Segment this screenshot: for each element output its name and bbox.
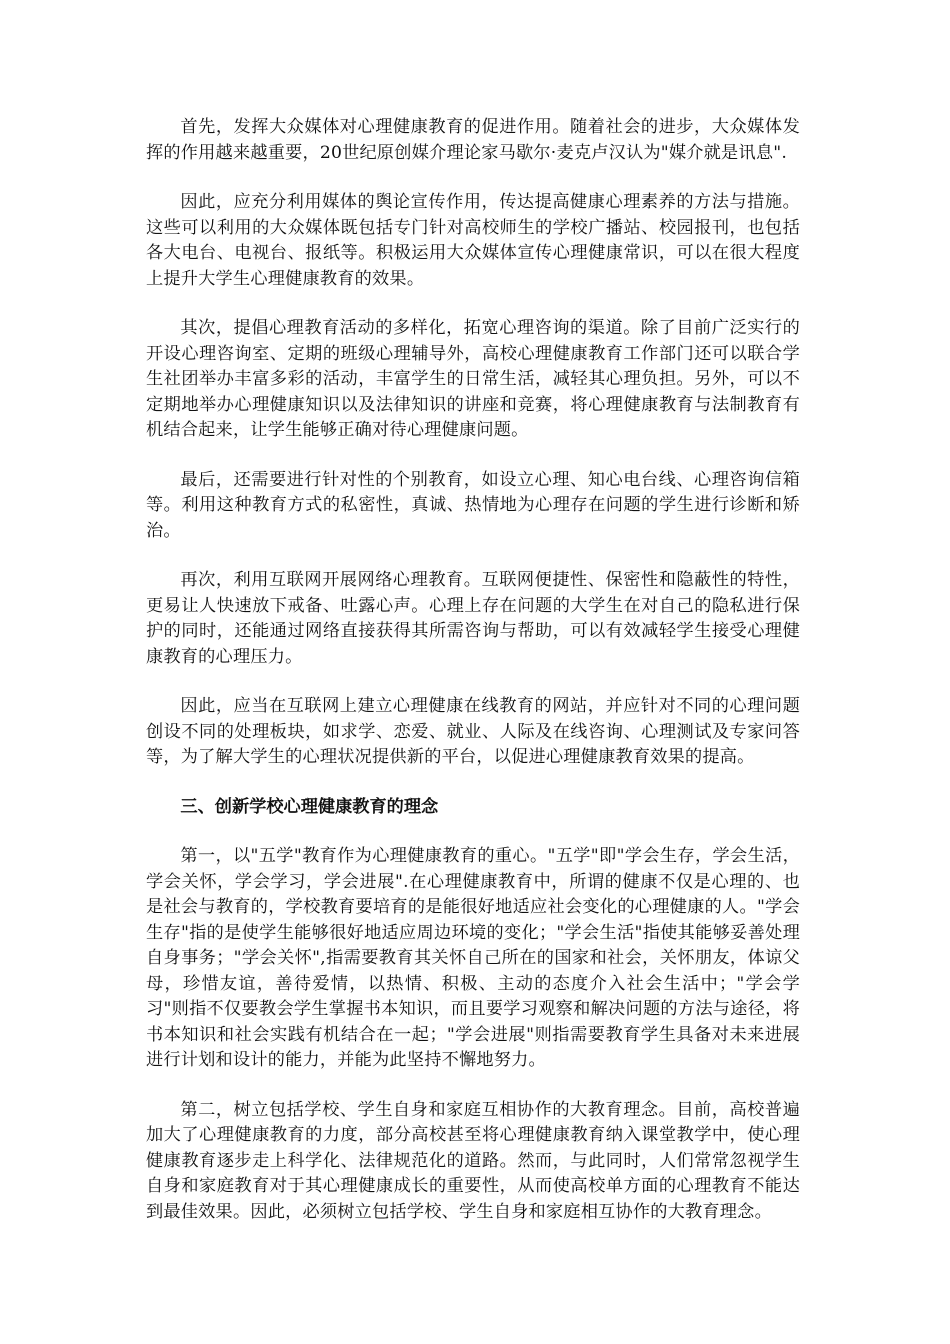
paragraph: 首先，发挥大众媒体对心理健康教育的促进作用。随着社会的进步，大众媒体发挥的作用越来越重要，20世纪原创媒介理论家马歇尔·麦克卢汉认为"媒介就是讯息". (146, 117, 800, 163)
paragraph: 第二，树立包括学校、学生自身和家庭互相协作的大教育理念。目前，高校普遍加大了心理健康教育的力度，部分高校甚至将心理健康教育纳入课堂教学中，使心理健康教育逐步走上科学化、法律规范化的道路。然而，与此同时，人们常常忽视学生自身和家庭教育对于其心理健康成长的重要性，从而使高校单方面的心理教育不能达到最佳效果。因此，必须树立包括学校、学生自身和家庭相互协作的大教育理念。 (146, 1099, 800, 1222)
paragraph: 再次，利用互联网开展网络心理教育。互联网便捷性、保密性和隐蔽性的特性，更易让人快速放下戒备、吐露心声。心理上存在问题的大学生在对自己的隐私进行保护的同时，还能通过网络直接获得其所需咨询与帮助，可以有效减轻学生接受心理健康教育的心理压力。 (146, 570, 800, 667)
document-page (146, 115, 800, 1249)
paragraph: 其次，提倡心理教育活动的多样化，拓宽心理咨询的渠道。除了目前广泛实行的开设心理咨询室、定期的班级心理辅导外，高校心理健康教育工作部门还可以联合学生社团举办丰富多彩的活动，丰富学生的日常生活，减轻其心理负担。另外，可以不定期地举办心理健康知识以及法律知识的讲座和竞赛，将心理健康教育与法制教育有机结合起来，让学生能够正确对待心理健康问题。 (146, 318, 800, 440)
paragraph: 因此，应当在互联网上建立心理健康在线教育的网站，并应针对不同的心理问题创设不同的处理板块，如求学、恋爱、就业、人际及在线咨询、心理测试及专家问答等，为了解大学生的心理状况提供新的平台，以促进心理健康教育效果的提高。 (146, 696, 800, 767)
section-heading: 三、创新学校心理健康教育的理念 (180, 796, 439, 817)
paragraph: 因此，应充分利用媒体的舆论宣传作用，传达提高健康心理素养的方法与措施。这些可以利用的大众媒体既包括专门针对高校师生的学校广播站、校园报刊，也包括各大电台、电视台、报纸等。积极运用大众媒体宣传心理健康常识，可以在很大程度上提升大学生心理健康教育的效果。 (146, 192, 800, 289)
paragraph: 最后，还需要进行针对性的个别教育，如设立心理、知心电台线、心理咨询信箱等。利用这种教育方式的私密性，真诚、热情地为心理存在问题的学生进行诊断和矫治。 (146, 469, 800, 541)
paragraph: 第一，以"五学"教育作为心理健康教育的重心。"五学"即"学会生存，学会生活，学会关怀，学会学习，学会进展".在心理健康教育中，所谓的健康不仅是心理的、也是社会与教育的，学校教育要培育的是能很好地适应社会变化的心理健康的人。"学会生存"指的是使学生能够很好地适应周边环境的变化；"学会生活"指使其能够妥善处理自身事务；"学会关怀",指需要教育其关怀自己所在的国家和社会，关怀朋友，体谅父母，珍惜友谊，善待爱情，以热情、积极、主动的态度介入社会生活中；"学会学习"则指不仅要教会学生掌握书本知识，而且要学习观察和解决问题的方法与途径，将书本知识和社会实践有机结合在一起；"学会进展"则指需要教育学生具备对未来进展进行计划和设计的能力，并能为此坚持不懈地努力。 (146, 846, 800, 1070)
